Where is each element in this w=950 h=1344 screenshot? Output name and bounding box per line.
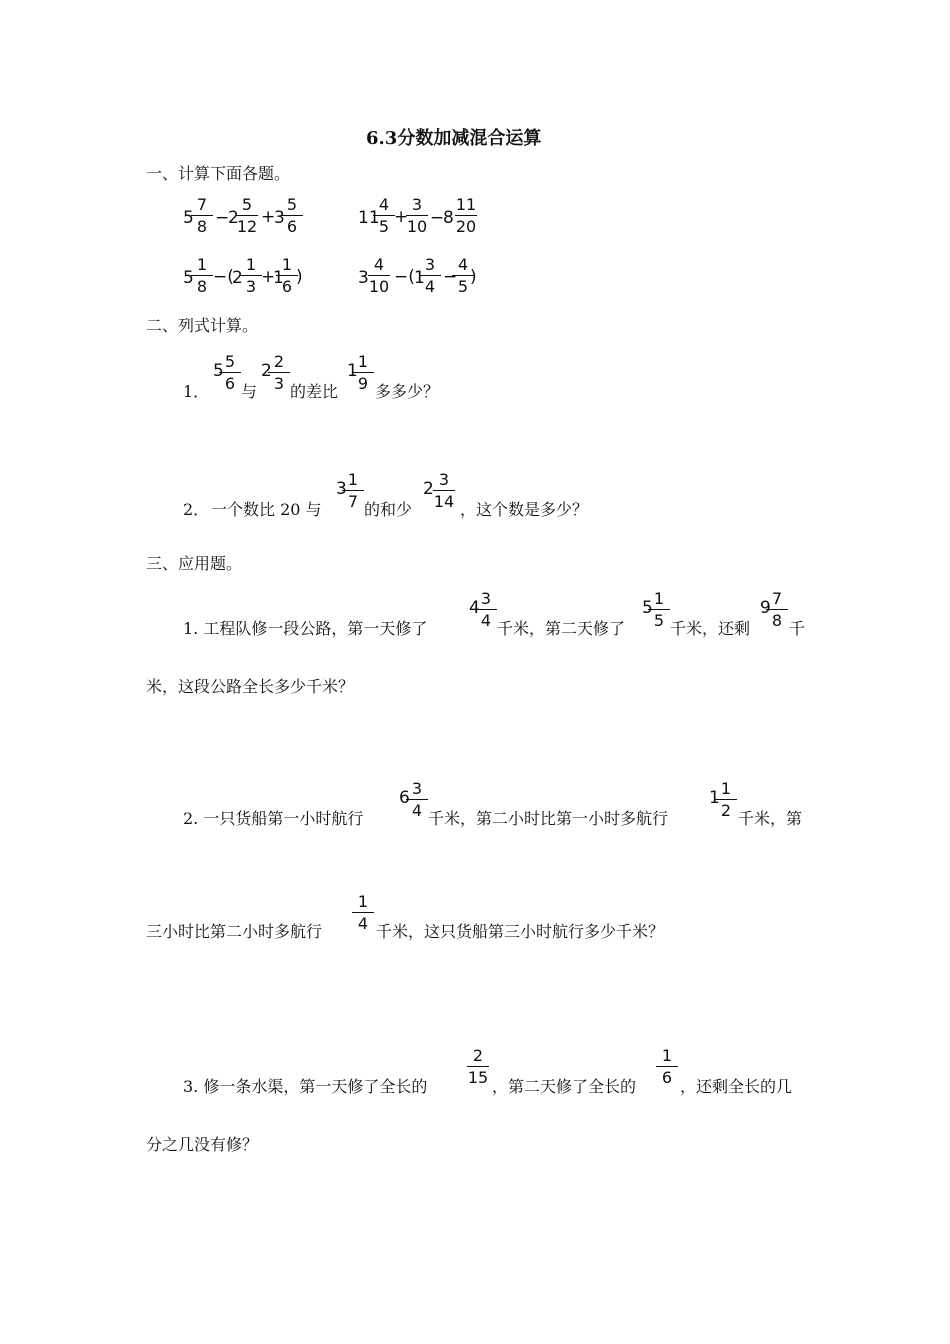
fraction: 1 8 xyxy=(191,257,213,295)
paren: ) xyxy=(470,267,477,287)
question-text: ，还剩全长的几 xyxy=(680,1077,793,1096)
question-text: 千米，第二天修了 xyxy=(497,619,626,638)
page-title: 6.3分数加减混合运算 xyxy=(366,128,542,149)
question-text: 与 xyxy=(241,382,258,401)
question-text: 的和少 xyxy=(364,500,413,519)
fraction: 7 8 xyxy=(191,197,213,235)
whole-number: 5 xyxy=(183,268,194,288)
fraction: 1 2 xyxy=(715,781,737,819)
operator: − xyxy=(430,208,445,228)
fraction: 3 4 xyxy=(419,257,441,295)
fraction: 4 5 xyxy=(373,197,395,235)
whole-number: 2 xyxy=(261,361,272,381)
question-text: 分之几没有修？ xyxy=(146,1135,259,1154)
fraction: 1 3 xyxy=(240,257,262,295)
operator: − xyxy=(215,208,230,228)
operator: −( xyxy=(394,267,415,287)
question-text: 的差比 xyxy=(290,382,339,401)
fraction: 3 10 xyxy=(406,195,428,236)
fraction: 2 15 xyxy=(467,1046,489,1087)
fraction: 1 9 xyxy=(352,354,374,392)
question-text: 千米，还剩 xyxy=(670,619,751,638)
question-text: ，第二天修了全长的 xyxy=(492,1077,637,1096)
question-text: 千 xyxy=(789,619,806,638)
fraction: 3 14 xyxy=(433,470,455,511)
whole-number: 3 xyxy=(358,268,369,288)
fraction: 3 4 xyxy=(475,591,497,629)
whole-number: 9 xyxy=(760,598,771,618)
question-text: 米，这段公路全长多少千米？ xyxy=(146,677,355,696)
section-heading-1: 一、计算下面各题。 xyxy=(146,164,291,183)
question-text: 一个数比 20 与 xyxy=(211,500,322,519)
operator: − xyxy=(443,267,458,287)
whole-number: 6 xyxy=(399,788,410,808)
fraction: 7 8 xyxy=(766,591,788,629)
whole-number: 2 xyxy=(228,208,239,228)
whole-number: 1 xyxy=(273,268,284,288)
operator: + xyxy=(261,267,276,287)
question-text: 千米，第 xyxy=(738,809,803,828)
operator: −( xyxy=(213,267,234,287)
whole-number: 1 xyxy=(347,361,358,381)
fraction: 4 5 xyxy=(452,257,474,295)
question-text: 千米，第二小时比第一小时多航行 xyxy=(428,809,669,828)
paren: ) xyxy=(296,267,303,287)
question-text: 多多少？ xyxy=(375,382,440,401)
question-number: 1． xyxy=(183,382,210,401)
whole-number: 4 xyxy=(469,598,480,618)
whole-number: 1 xyxy=(414,268,425,288)
fraction: 3 4 xyxy=(406,781,428,819)
question-text: 3. 修一条水渠，第一天修了全长的 xyxy=(183,1077,428,1096)
whole-number: 2 xyxy=(423,479,434,499)
question-text: ，这个数是多少？ xyxy=(460,500,589,519)
question-number: 2． xyxy=(183,500,210,519)
operator: + xyxy=(261,207,276,227)
section-heading-3: 三、应用题。 xyxy=(146,554,243,573)
fraction: 4 10 xyxy=(368,255,390,296)
whole-number: 8 xyxy=(443,208,454,228)
section-heading-2: 二、列式计算。 xyxy=(146,316,259,335)
fraction: 11 20 xyxy=(455,195,477,236)
fraction: 1 4 xyxy=(352,894,374,932)
whole-number: 2 xyxy=(232,268,243,288)
fraction: 1 6 xyxy=(276,257,298,295)
question-text: 三小时比第二小时多航行 xyxy=(146,922,323,941)
fraction: 5 6 xyxy=(219,354,241,392)
question-text: 1. 工程队修一段公路，第一天修了 xyxy=(183,619,428,638)
fraction: 5 12 xyxy=(236,195,258,236)
fraction: 5 6 xyxy=(281,197,303,235)
question-text: 千米，这只货船第三小时航行多少千米？ xyxy=(376,922,665,941)
whole-number: 1 xyxy=(709,788,720,808)
fraction: 1 6 xyxy=(656,1048,678,1086)
fraction: 1 7 xyxy=(342,472,364,510)
operator: + xyxy=(394,207,409,227)
fraction: 1 5 xyxy=(648,591,670,629)
whole-number: 3 xyxy=(336,479,347,499)
fraction: 2 3 xyxy=(268,354,290,392)
whole-number: 5 xyxy=(213,361,224,381)
whole-number: 11 xyxy=(358,208,380,228)
whole-number: 3 xyxy=(274,208,285,228)
whole-number: 5 xyxy=(642,598,653,618)
question-text: 2. 一只货船第一小时航行 xyxy=(183,809,364,828)
whole-number: 5 xyxy=(183,208,194,228)
